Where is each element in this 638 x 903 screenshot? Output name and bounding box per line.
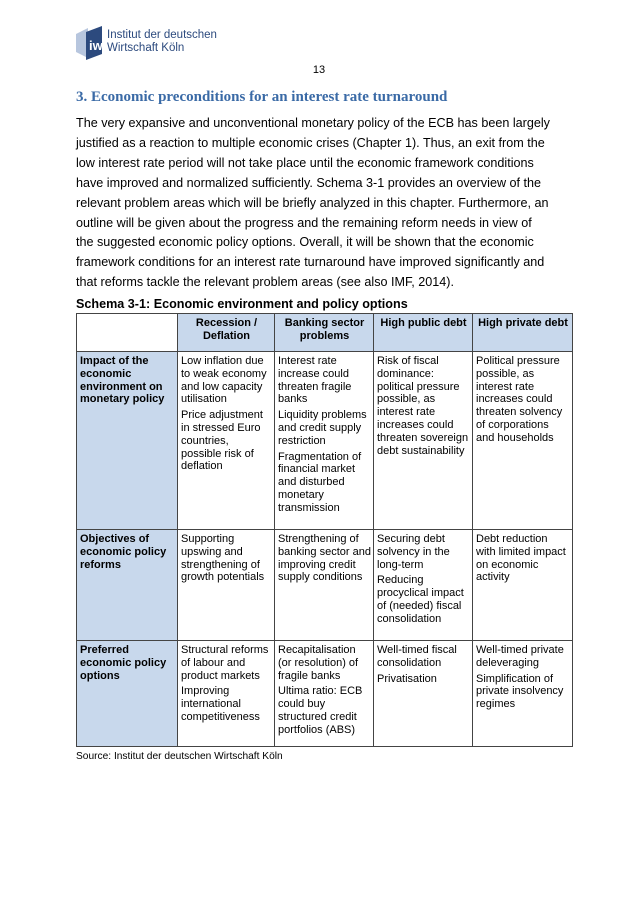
table-cell [473, 530, 573, 641]
table-cell [374, 641, 473, 747]
table-row [77, 352, 573, 530]
body-line: have improved and normalized sufficiently. Schema 3-1 provides an overview of the [76, 175, 542, 190]
section-heading: 3. Economic preconditions for an interest rate turnaround [76, 89, 448, 105]
table-cell [275, 530, 374, 641]
body-line: low interest rate period will not take place until the economic framework conditions [76, 155, 534, 170]
cell-paragraph: Recapitalisation (or resolution) of fragile banks [278, 644, 359, 682]
body-line: relevant problem areas which will be briefly analyzed in this chapter. Furthermore, an [76, 195, 549, 210]
row-header: Preferred economic policy options [77, 641, 178, 747]
cell-paragraph: Strengthening of banking sector and improving credit supply conditions [278, 533, 371, 584]
table-row [77, 530, 573, 641]
body-paragraph [76, 114, 566, 293]
table-cell [374, 352, 473, 530]
table-cell [374, 530, 473, 641]
body-line: outline will be given about the progress and the remaining reform needs in view of [76, 215, 532, 230]
cell-paragraph: Fragmentation of financial market and disturbed monetary transmission [278, 450, 362, 514]
table-cell [178, 352, 275, 530]
cell-paragraph: Improving international competitiveness [181, 685, 260, 723]
body-line: the suggested economic policy options. Overall, it will be shown that the economic [76, 235, 534, 250]
cell-paragraph: Price adjustment in stressed Euro countries, possible risk of deflation [181, 409, 263, 473]
cell-paragraph: Supporting upswing and strengthening of growth potentials [181, 533, 265, 584]
table-cell [275, 352, 374, 530]
page-number: 13 [312, 64, 326, 76]
row-header: Objectives of economic policy reforms [77, 530, 178, 641]
logo-line-1: Institut der deutschen [107, 29, 217, 41]
iw-logo [74, 26, 234, 62]
cell-paragraph: Low inflation due to weak economy and low capacity utilisation [181, 355, 267, 406]
logo-text [107, 29, 217, 55]
cell-paragraph: Debt reduction with limited impact on economic activity [476, 533, 566, 584]
cell-paragraph: Well-timed fiscal consolidation [377, 644, 457, 669]
body-line: framework conditions for an interest rate turnaround have improved significantly and [76, 255, 545, 270]
column-header: High private debt [473, 314, 573, 352]
svg-text:iw: iw [89, 38, 103, 53]
cell-paragraph: Ultima ratio: ECB could buy structured credit portfolios (ABS) [278, 685, 363, 736]
body-line: that reforms tackle the relevant problem areas (see also IMF, 2014). [76, 275, 454, 290]
schema-header-row [77, 314, 573, 352]
table-cell [473, 641, 573, 747]
logo-line-2: Wirtschaft Köln [107, 42, 185, 54]
schema-title: Schema 3-1: Economic environment and policy options [76, 297, 408, 311]
column-header: Banking sector problems [275, 314, 374, 352]
body-line: The very expansive and unconventional monetary policy of the ECB has been largely [76, 116, 550, 130]
column-header: Recession / Deflation [178, 314, 275, 352]
cell-paragraph: Political pressure possible, as interest rate increases could threaten solvency of corporations and households [476, 355, 563, 444]
schema-table [76, 313, 573, 747]
cell-paragraph: Structural reforms of labour and product markets [181, 644, 269, 682]
cell-paragraph: Liquidity problems and credit supply restriction [278, 409, 367, 447]
table-cell [275, 641, 374, 747]
table-row [77, 641, 573, 747]
cell-paragraph: Privatisation [377, 672, 437, 685]
cell-paragraph: Reducing procyclical impact of (needed) fiscal consolidation [377, 574, 464, 625]
column-header: High public debt [374, 314, 473, 352]
iw-logo-mark-icon [74, 26, 104, 60]
table-cell [178, 530, 275, 641]
table-cell [178, 641, 275, 747]
cell-paragraph: Interest rate increase could threaten fragile banks [278, 355, 352, 406]
body-line: justified as a reaction to multiple economic crises (Chapter 1). Thus, an exit from the [76, 135, 545, 150]
row-header: Impact of the economic environment on monetary policy [77, 352, 178, 530]
cell-paragraph: Risk of fiscal dominance: political pressure possible, as interest rate increases could threaten sovereign debt sustainability [377, 355, 469, 457]
cell-paragraph: Well-timed private deleveraging [476, 644, 564, 669]
cell-paragraph: Securing debt solvency in the long-term [377, 533, 450, 571]
cell-paragraph: Simplification of private insolvency regimes [476, 672, 564, 711]
schema-corner-cell [77, 314, 178, 352]
source-note: Source: Institut der deutschen Wirtschaft Köln [76, 751, 283, 762]
table-cell [473, 352, 573, 530]
